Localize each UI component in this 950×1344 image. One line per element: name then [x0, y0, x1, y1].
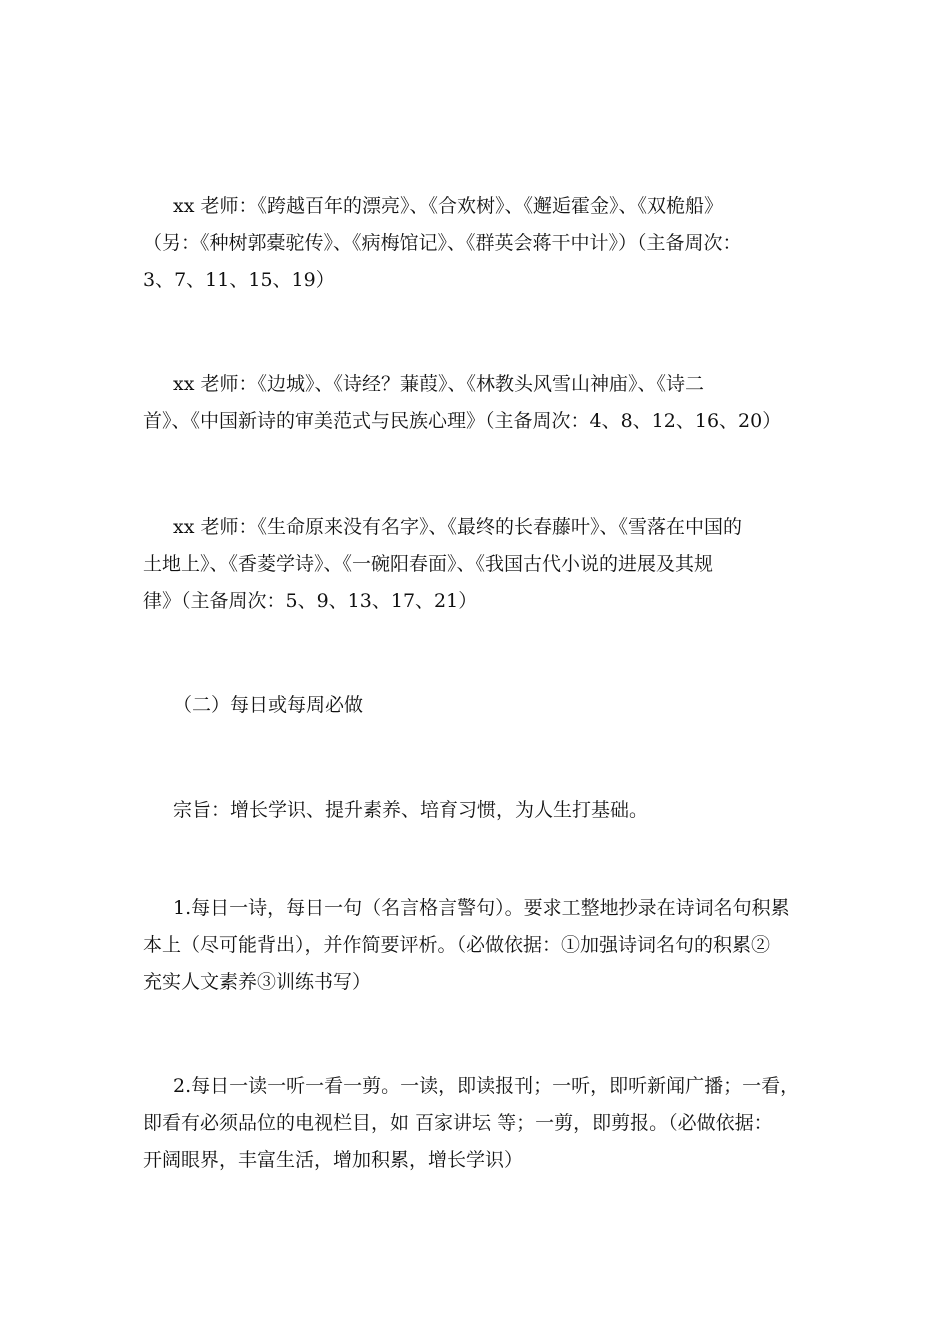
- text-line: 首》、《中国新诗的审美范式与民族心理》（主备周次：4、8、12、16、20）: [143, 410, 782, 432]
- text-line: （二）每日或每周必做: [173, 694, 364, 716]
- text-line: 本上（尽可能背出），并作简要评析。（必做依据：①加强诗词名句的积累②: [143, 934, 771, 956]
- text-line: 开阔眼界，丰富生活，增加积累，增长学识）: [143, 1149, 524, 1171]
- paragraph-purpose: [143, 792, 813, 829]
- paragraph-item-1: [143, 890, 813, 1001]
- text-line: xx 老师：《边城》、《诗经？蒹葭》、《林教头风雪山神庙》、《诗二: [173, 373, 704, 395]
- text-line: xx 老师：《生命原来没有名字》、《最终的长春藤叶》、《雪落在中国的: [173, 516, 742, 538]
- text-line: 2.每日一读一听一看一剪。一读，即读报刊；一听，即听新闻广播；一看，: [173, 1075, 800, 1097]
- text-line: 即看有必须品位的电视栏目，如 百家讲坛 等；一剪，即剪报。（必做依据：: [143, 1112, 773, 1134]
- text-line: 宗旨：增长学识、提升素养、培育习惯，为人生打基础。: [173, 799, 649, 821]
- text-line: 土地上》、《香菱学诗》、《一碗阳春面》、《我国古代小说的进展及其规: [143, 553, 714, 575]
- text-line: 1.每日一诗，每日一句（名言格言警句）。要求工整地抄录在诗词名句积累: [173, 897, 790, 919]
- paragraph-teacher-2: [143, 366, 813, 440]
- section-heading: [143, 687, 813, 724]
- text-line: （另：《种树郭橐驼传》、《病梅馆记》、《群英会蒋干中计》）（主备周次：: [143, 232, 742, 254]
- paragraph-item-2: [143, 1068, 813, 1179]
- paragraph-teacher-3: [143, 509, 813, 620]
- text-line: 3、7、11、15、19）: [143, 269, 335, 291]
- text-line: 律》（主备周次：5、9、13、17、21）: [143, 590, 478, 612]
- text-line: 充实人文素养③训练书写）: [143, 971, 372, 993]
- text-line: xx 老师：《跨越百年的漂亮》、《合欢树》、《邂逅霍金》、《双桅船》: [173, 195, 723, 217]
- paragraph-teacher-1: [143, 188, 813, 299]
